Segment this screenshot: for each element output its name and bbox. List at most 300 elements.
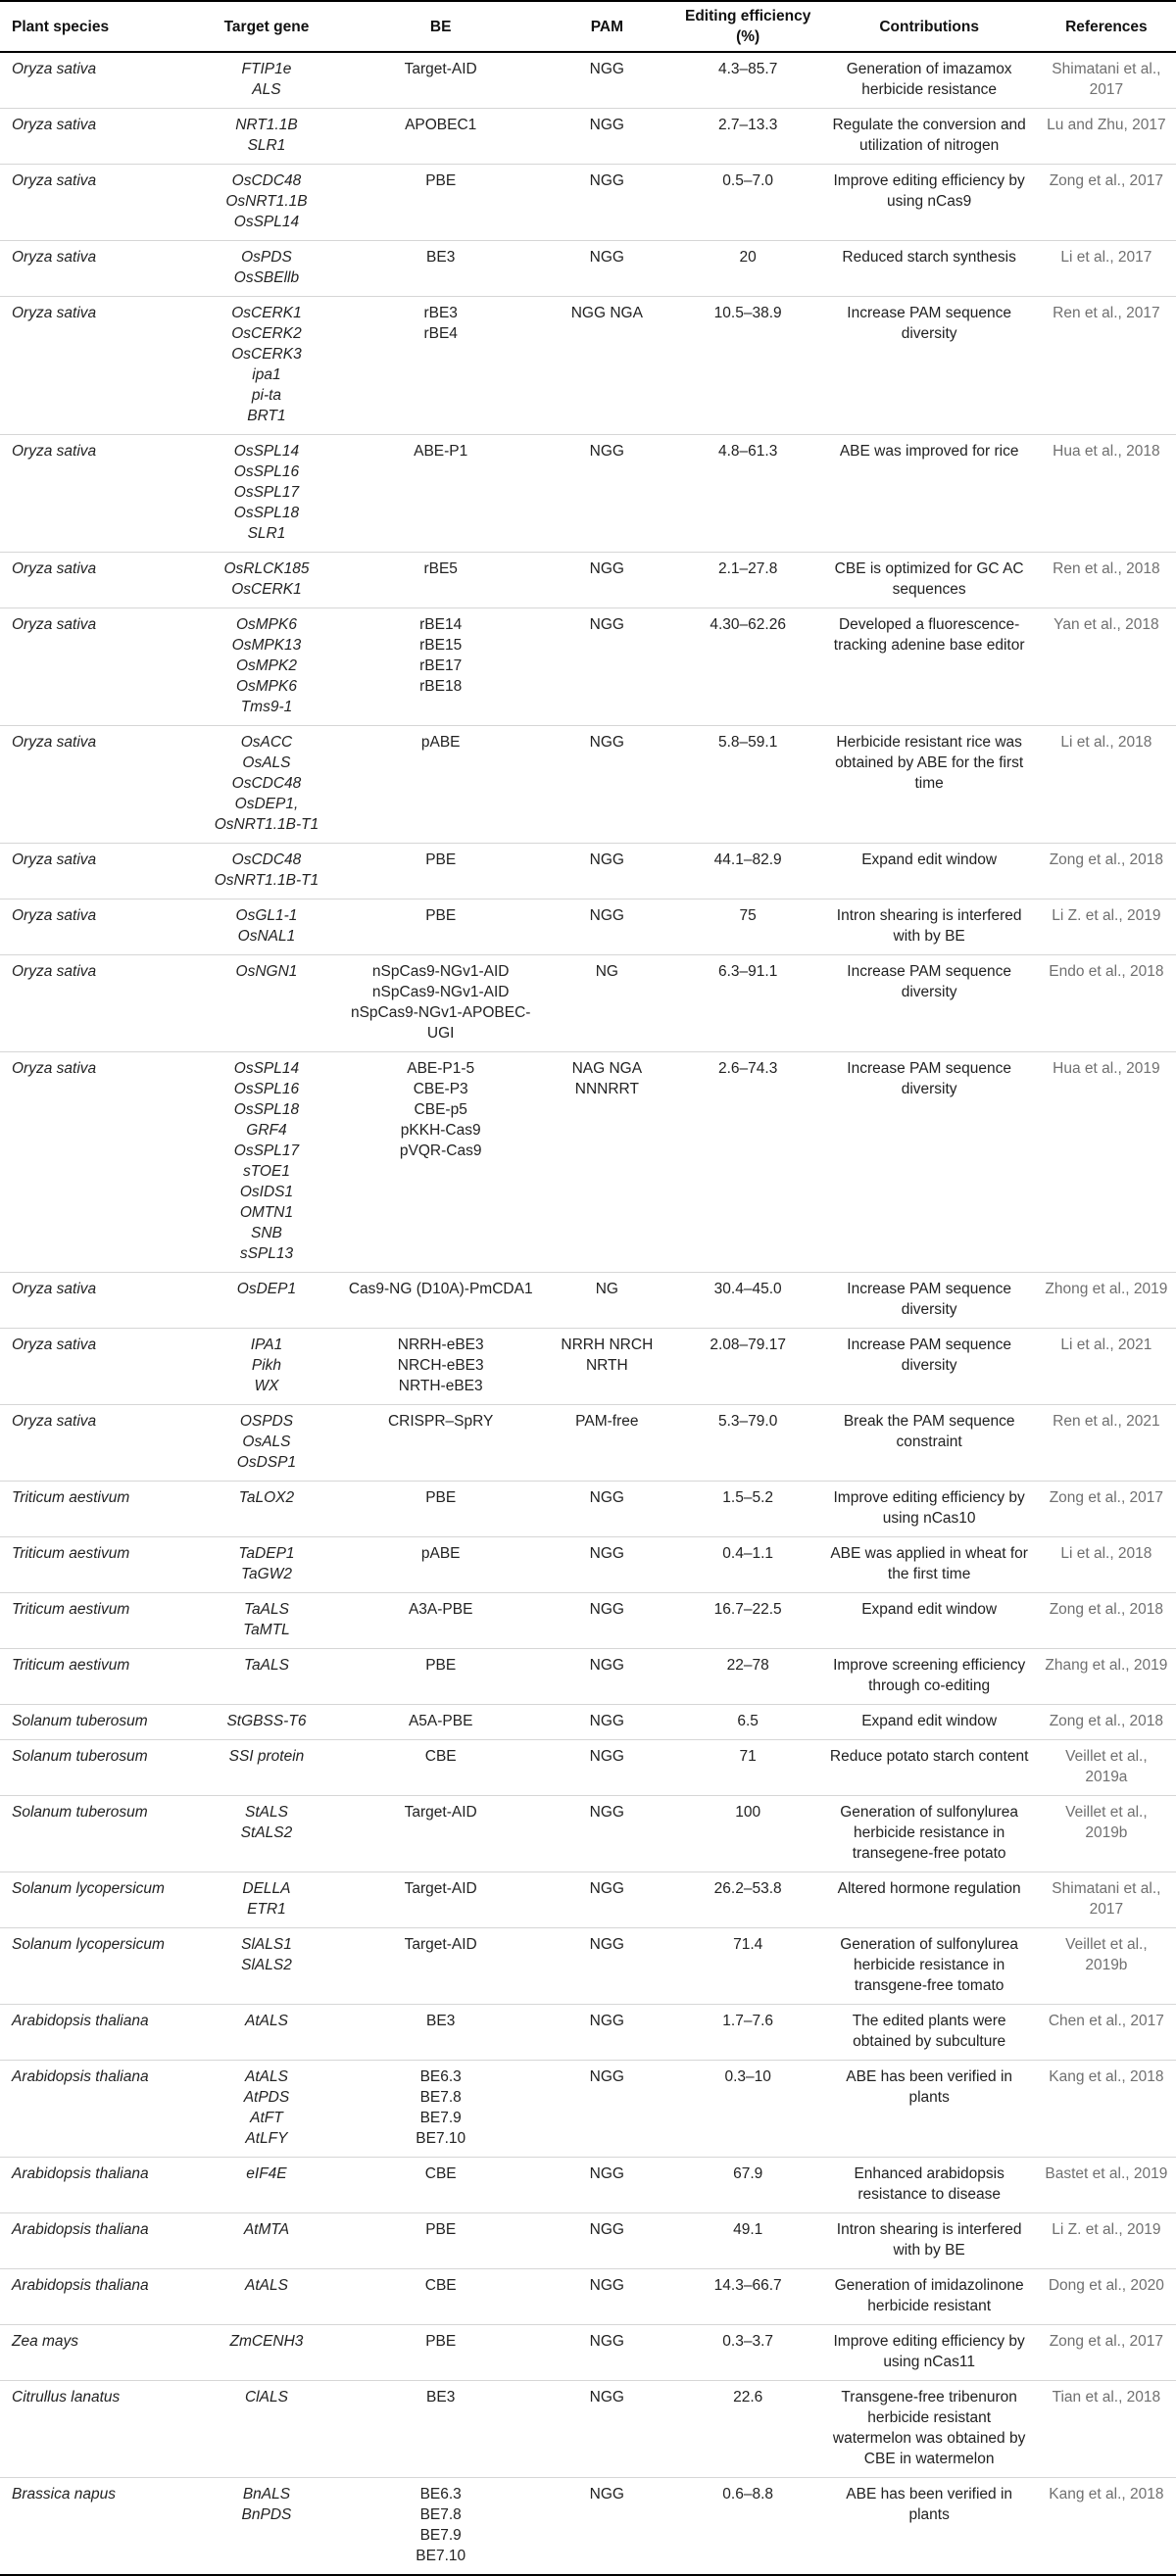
target-gene-cell — [191, 608, 341, 726]
editing-efficiency-cell: 10.5–38.9 — [674, 297, 822, 435]
editing-efficiency-cell: 22.6 — [674, 2381, 822, 2478]
contribution-cell: Increase PAM sequence diversity — [822, 1052, 1037, 1273]
editing-efficiency-cell: 6.5 — [674, 1705, 822, 1740]
contribution-cell: Generation of sulfonylurea herbicide resistance in transgene-free tomato — [822, 1928, 1037, 2005]
pam-cell: NGG — [540, 1872, 674, 1928]
editing-efficiency-cell: 0.5–7.0 — [674, 165, 822, 241]
plant-species-cell: Triticum aestivum — [0, 1537, 191, 1593]
table-row — [0, 2478, 1176, 2576]
pam-cell: NGG — [540, 899, 674, 955]
table-body — [0, 52, 1176, 2575]
base-editor-cell — [342, 1273, 540, 1329]
contribution-cell: Intron shearing is interfered with by BE — [822, 899, 1037, 955]
plant-species-cell: Solanum tuberosum — [0, 1705, 191, 1740]
target-gene-cell — [191, 241, 341, 297]
base-editor: rBE4 — [423, 325, 458, 342]
target-gene-cell — [191, 553, 341, 608]
target-gene: BnPDS — [241, 2506, 292, 2523]
editing-efficiency-cell: 4.30–62.26 — [674, 608, 822, 726]
table-row — [0, 608, 1176, 726]
editing-efficiency-cell: 1.7–7.6 — [674, 2005, 822, 2061]
table-row — [0, 1649, 1176, 1705]
base-editor-cell — [342, 435, 540, 553]
contribution-cell: Improve editing efficiency by using nCas10 — [822, 1482, 1037, 1537]
base-editor: Target-AID — [404, 1936, 477, 1953]
pam-cell: NGG — [540, 2061, 674, 2158]
contribution-cell: Enhanced arabidopsis resistance to disease — [822, 2158, 1037, 2213]
reference-cell: Li Z. et al., 2019 — [1037, 2213, 1176, 2269]
base-editor: CBE-p5 — [414, 1101, 467, 1118]
plant-species-cell: Oryza sativa — [0, 1052, 191, 1273]
target-gene: OsDEP1 — [236, 1281, 297, 1297]
plant-species-cell: Solanum tuberosum — [0, 1796, 191, 1872]
pam-cell: NGG — [540, 1928, 674, 2005]
pam-cell: NGG — [540, 1537, 674, 1593]
base-editor: PBE — [425, 851, 457, 868]
plant-species-cell: Oryza sativa — [0, 553, 191, 608]
base-editor: BE3 — [426, 2389, 456, 2406]
base-editor-cell — [342, 1796, 540, 1872]
table-row — [0, 109, 1176, 165]
table-row — [0, 1796, 1176, 1872]
contribution-cell: ABE has been verified in plants — [822, 2061, 1037, 2158]
contribution-cell: ABE has been verified in plants — [822, 2478, 1037, 2576]
contribution-cell: Expand edit window — [822, 1705, 1037, 1740]
target-gene: ALS — [252, 81, 281, 98]
base-editor-cell — [342, 1928, 540, 2005]
target-gene: OsRLCK185 — [223, 560, 310, 577]
target-gene: OsDEP1, — [234, 796, 299, 812]
pam-cell: NGG — [540, 726, 674, 844]
reference-cell: Veillet et al., 2019a — [1037, 1740, 1176, 1796]
target-gene: StALS2 — [240, 1824, 293, 1841]
base-editor: BE3 — [426, 2013, 456, 2029]
base-editor-cell — [342, 165, 540, 241]
target-gene-cell — [191, 1740, 341, 1796]
reference-cell: Endo et al., 2018 — [1037, 955, 1176, 1052]
base-editor: BE7.10 — [416, 2130, 466, 2147]
target-gene-cell — [191, 1405, 341, 1482]
base-editor: BE7.9 — [419, 2527, 462, 2544]
contribution-cell: Break the PAM sequence constraint — [822, 1405, 1037, 1482]
editing-efficiency-cell: 67.9 — [674, 2158, 822, 2213]
editing-efficiency-cell: 30.4–45.0 — [674, 1273, 822, 1329]
base-editor-cell — [342, 1329, 540, 1405]
reference-cell: Li et al., 2018 — [1037, 726, 1176, 844]
target-gene-cell — [191, 955, 341, 1052]
table-row — [0, 1405, 1176, 1482]
target-gene: OsMPK2 — [235, 657, 297, 674]
reference-cell: Li et al., 2018 — [1037, 1537, 1176, 1593]
target-gene: OMTN1 — [239, 1204, 294, 1221]
base-editor: pKKH-Cas9 — [400, 1122, 481, 1139]
plant-species-cell: Oryza sativa — [0, 165, 191, 241]
editing-efficiency-cell: 4.3–85.7 — [674, 52, 822, 109]
table-row — [0, 52, 1176, 109]
base-editor: ABE-P1 — [414, 443, 468, 460]
target-gene: OsIDS1 — [239, 1184, 294, 1200]
plant-species-cell: Arabidopsis thaliana — [0, 2005, 191, 2061]
pam-cell: NGG — [540, 52, 674, 109]
target-gene-cell — [191, 2158, 341, 2213]
target-gene-cell — [191, 1593, 341, 1649]
reference-cell: Ren et al., 2021 — [1037, 1405, 1176, 1482]
plant-species-cell: Arabidopsis thaliana — [0, 2158, 191, 2213]
base-editor: PBE — [425, 1489, 457, 1506]
reference-cell: Zong et al., 2017 — [1037, 165, 1176, 241]
table-header — [0, 1, 1176, 52]
pam-cell: PAM-free — [540, 1405, 674, 1482]
target-gene: eIF4E — [246, 2165, 287, 2182]
base-editor: NRRH-eBE3 — [397, 1337, 484, 1353]
table-row — [0, 1705, 1176, 1740]
target-gene: OsCDC48 — [231, 775, 302, 792]
header-editing-efficiency: Editing efficiency (%) — [674, 1, 822, 52]
base-editor: BE7.8 — [419, 2089, 462, 2106]
base-editor: BE7.9 — [419, 2110, 462, 2126]
target-gene: OsACC — [240, 734, 293, 751]
target-gene-cell — [191, 1705, 341, 1740]
editing-efficiency-cell: 22–78 — [674, 1649, 822, 1705]
plant-species-cell: Oryza sativa — [0, 1405, 191, 1482]
plant-species-cell: Brassica napus — [0, 2478, 191, 2576]
base-editor: BE6.3 — [419, 2486, 462, 2503]
pam-cell: NGG — [540, 2325, 674, 2381]
table-row — [0, 899, 1176, 955]
base-editor: PBE — [425, 2333, 457, 2350]
editing-efficiency-cell: 0.3–10 — [674, 2061, 822, 2158]
header-be: BE — [342, 1, 540, 52]
plant-species-cell: Arabidopsis thaliana — [0, 2061, 191, 2158]
target-gene: OsNRT1.1B-T1 — [214, 816, 319, 833]
plant-species-cell: Oryza sativa — [0, 1329, 191, 1405]
editing-efficiency-cell: 5.3–79.0 — [674, 1405, 822, 1482]
pam-cell: NRRH NRCH NRTH — [540, 1329, 674, 1405]
plant-species-cell: Oryza sativa — [0, 52, 191, 109]
base-editor-cell — [342, 2158, 540, 2213]
editing-efficiency-cell: 49.1 — [674, 2213, 822, 2269]
plant-species-cell: Oryza sativa — [0, 608, 191, 726]
contribution-cell: Generation of imidazolinone herbicide resistant — [822, 2269, 1037, 2325]
target-gene-cell — [191, 2325, 341, 2381]
target-gene: OsPDS — [241, 249, 292, 266]
base-editor-cell — [342, 553, 540, 608]
base-editor: rBE18 — [419, 678, 463, 695]
editing-efficiency-cell: 1.5–5.2 — [674, 1482, 822, 1537]
target-gene: WX — [254, 1378, 279, 1394]
base-editor-cell — [342, 2005, 540, 2061]
pam-cell: NGG — [540, 844, 674, 899]
table-row — [0, 2061, 1176, 2158]
target-gene-cell — [191, 52, 341, 109]
reference-cell: Lu and Zhu, 2017 — [1037, 109, 1176, 165]
target-gene: OsMPK13 — [231, 637, 302, 654]
editing-efficiency-cell: 4.8–61.3 — [674, 435, 822, 553]
table-row — [0, 1329, 1176, 1405]
target-gene: TaDEP1 — [238, 1545, 295, 1562]
pam-cell: NG — [540, 1273, 674, 1329]
base-editor: A3A-PBE — [408, 1601, 473, 1618]
target-gene: OsSBEllb — [233, 269, 300, 286]
base-editor-cell — [342, 1482, 540, 1537]
base-editor-cell — [342, 844, 540, 899]
target-gene: SlALS1 — [241, 1936, 292, 1953]
base-editor: NRCH-eBE3 — [397, 1357, 484, 1374]
contribution-cell: Improve editing efficiency by using nCas11 — [822, 2325, 1037, 2381]
target-gene: OsCERK1 — [231, 305, 302, 321]
pam-cell: NGG — [540, 241, 674, 297]
base-editor: NRTH-eBE3 — [398, 1378, 483, 1394]
table-row — [0, 955, 1176, 1052]
contribution-cell: Generation of sulfonylurea herbicide resistance in transegene-free potato — [822, 1796, 1037, 1872]
reference-cell: Hua et al., 2018 — [1037, 435, 1176, 553]
base-editor: rBE5 — [423, 560, 458, 577]
target-gene: OsSPL14 — [233, 443, 300, 460]
base-editor: PBE — [425, 1657, 457, 1674]
base-editor-cell — [342, 1740, 540, 1796]
base-editor: PBE — [425, 2221, 457, 2238]
target-gene: OsMPK6 — [235, 616, 297, 633]
target-gene-cell — [191, 2213, 341, 2269]
table-row — [0, 844, 1176, 899]
base-editor-cell — [342, 1705, 540, 1740]
reference-cell: Li et al., 2021 — [1037, 1329, 1176, 1405]
target-gene: OsCDC48 — [231, 851, 302, 868]
editing-efficiency-cell: 26.2–53.8 — [674, 1872, 822, 1928]
target-gene: OsALS — [242, 754, 291, 771]
plant-species-cell: Triticum aestivum — [0, 1593, 191, 1649]
target-gene-cell — [191, 2478, 341, 2576]
table-row — [0, 2269, 1176, 2325]
editing-efficiency-cell: 20 — [674, 241, 822, 297]
base-editor: CBE-P3 — [413, 1081, 468, 1097]
table-row — [0, 2213, 1176, 2269]
base-editor-cell — [342, 1872, 540, 1928]
target-gene: OsGL1-1 — [235, 907, 298, 924]
reference-cell: Shimatani et al., 2017 — [1037, 1872, 1176, 1928]
target-gene: AtPDS — [243, 2089, 290, 2106]
pam-cell: NGG — [540, 2269, 674, 2325]
editing-efficiency-cell: 2.7–13.3 — [674, 109, 822, 165]
target-gene: AtALS — [244, 2068, 288, 2085]
base-editor-cell — [342, 109, 540, 165]
plant-species-cell: Oryza sativa — [0, 726, 191, 844]
reference-cell: Kang et al., 2018 — [1037, 2061, 1176, 2158]
base-editor-cell — [342, 2478, 540, 2576]
pam-cell: NGG — [540, 2478, 674, 2576]
pam-cell: NGG — [540, 608, 674, 726]
target-gene: StALS — [244, 1804, 288, 1821]
editing-efficiency-cell: 2.08–79.17 — [674, 1329, 822, 1405]
reference-cell: Ren et al., 2018 — [1037, 553, 1176, 608]
table-row — [0, 1273, 1176, 1329]
target-gene-cell — [191, 1052, 341, 1273]
target-gene: NRT1.1B — [235, 117, 298, 133]
base-editor: CBE — [424, 1748, 457, 1765]
reference-cell: Li et al., 2017 — [1037, 241, 1176, 297]
base-editor: Cas9-NG (D10A)-PmCDA1 — [348, 1281, 533, 1297]
base-editor-cell — [342, 899, 540, 955]
contribution-cell: ABE was improved for rice — [822, 435, 1037, 553]
base-editor-cell — [342, 1649, 540, 1705]
target-gene: AtALS — [244, 2277, 288, 2294]
pam-cell: NAG NGA NNNRRT — [540, 1052, 674, 1273]
target-gene-cell — [191, 1537, 341, 1593]
reference-cell: Dong et al., 2020 — [1037, 2269, 1176, 2325]
target-gene: SlALS2 — [241, 1957, 292, 1973]
base-editor: CBE — [424, 2165, 457, 2182]
target-gene: OsMPK6 — [235, 678, 297, 695]
reference-cell: Zhong et al., 2019 — [1037, 1273, 1176, 1329]
table-row — [0, 2381, 1176, 2478]
reference-cell: Kang et al., 2018 — [1037, 2478, 1176, 2576]
target-gene-cell — [191, 1872, 341, 1928]
editing-efficiency-cell: 2.1–27.8 — [674, 553, 822, 608]
base-editor: CBE — [424, 2277, 457, 2294]
target-gene: AtFT — [250, 2110, 283, 2126]
base-editor: Target-AID — [404, 61, 477, 77]
target-gene: TaGW2 — [240, 1566, 292, 1582]
target-gene: FTIP1e — [241, 61, 292, 77]
table-row — [0, 1928, 1176, 2005]
plant-species-cell: Solanum lycopersicum — [0, 1928, 191, 2005]
reference-cell: Ren et al., 2017 — [1037, 297, 1176, 435]
pam-cell: NGG — [540, 1482, 674, 1537]
target-gene: OsNGN1 — [235, 963, 298, 980]
base-editor-cell — [342, 2061, 540, 2158]
target-gene-cell — [191, 435, 341, 553]
contribution-cell: Intron shearing is interfered with by BE — [822, 2213, 1037, 2269]
reference-cell: Zong et al., 2017 — [1037, 2325, 1176, 2381]
target-gene: SSI protein — [228, 1748, 305, 1765]
table-row — [0, 1593, 1176, 1649]
base-editor-cell — [342, 726, 540, 844]
reference-cell: Zhang et al., 2019 — [1037, 1649, 1176, 1705]
header-references: References — [1037, 1, 1176, 52]
contribution-cell: Increase PAM sequence diversity — [822, 955, 1037, 1052]
table-row — [0, 1740, 1176, 1796]
target-gene: TaALS — [243, 1657, 289, 1674]
target-gene: StGBSS-T6 — [226, 1713, 307, 1729]
plant-species-cell: Citrullus lanatus — [0, 2381, 191, 2478]
plant-species-cell: Oryza sativa — [0, 241, 191, 297]
target-gene: OsCERK1 — [231, 581, 302, 598]
base-editor: pABE — [420, 1545, 461, 1562]
header-pam: PAM — [540, 1, 674, 52]
pam-cell: NGG — [540, 1705, 674, 1740]
target-gene: OsCERK2 — [231, 325, 302, 342]
base-editor-cell — [342, 2381, 540, 2478]
reference-cell: Veillet et al., 2019b — [1037, 1928, 1176, 2005]
target-gene-cell — [191, 1649, 341, 1705]
target-gene-cell — [191, 726, 341, 844]
editing-efficiency-cell: 44.1–82.9 — [674, 844, 822, 899]
base-editor-cell — [342, 1537, 540, 1593]
base-editor: Target-AID — [404, 1804, 477, 1821]
target-gene: OsDSP1 — [236, 1454, 297, 1471]
plant-species-cell: Oryza sativa — [0, 435, 191, 553]
target-gene: OsSPL18 — [233, 505, 300, 521]
target-gene: OsSPL16 — [233, 463, 300, 480]
pam-cell: NGG — [540, 2381, 674, 2478]
target-gene: TaALS — [243, 1601, 289, 1618]
table-row — [0, 241, 1176, 297]
target-gene-cell — [191, 2061, 341, 2158]
pam-cell: NGG — [540, 1740, 674, 1796]
target-gene: ETR1 — [247, 1901, 286, 1918]
editing-efficiency-cell: 100 — [674, 1796, 822, 1872]
base-editor: PBE — [425, 172, 457, 189]
contribution-cell: Reduced starch synthesis — [822, 241, 1037, 297]
base-editor-cell — [342, 1052, 540, 1273]
reference-cell: Tian et al., 2018 — [1037, 2381, 1176, 2478]
target-gene-cell — [191, 899, 341, 955]
base-editor: rBE3 — [423, 305, 458, 321]
table-row — [0, 2158, 1176, 2213]
editing-efficiency-cell: 0.6–8.8 — [674, 2478, 822, 2576]
base-editor: nSpCas9-NGv1-AID — [371, 984, 510, 1000]
reference-cell: Li Z. et al., 2019 — [1037, 899, 1176, 955]
base-editor: CRISPR–SpRY — [387, 1413, 494, 1430]
header-plant-species: Plant species — [0, 1, 191, 52]
target-gene-cell — [191, 1329, 341, 1405]
pam-cell: NG — [540, 955, 674, 1052]
target-gene: OsSPL14 — [233, 1060, 300, 1077]
base-editor: nSpCas9-NGv1-AID — [371, 963, 510, 980]
plant-species-cell: Oryza sativa — [0, 297, 191, 435]
target-gene-cell — [191, 1928, 341, 2005]
contribution-cell: Increase PAM sequence diversity — [822, 1329, 1037, 1405]
base-editor-cell — [342, 608, 540, 726]
plant-species-cell: Triticum aestivum — [0, 1482, 191, 1537]
base-editor: Target-AID — [404, 1880, 477, 1897]
target-gene: TaMTL — [243, 1622, 290, 1638]
target-gene: SLR1 — [247, 137, 286, 154]
reference-cell: Chen et al., 2017 — [1037, 2005, 1176, 2061]
target-gene-cell — [191, 2381, 341, 2478]
pam-cell: NGG — [540, 553, 674, 608]
base-editor: rBE15 — [419, 637, 463, 654]
plant-species-cell: Arabidopsis thaliana — [0, 2269, 191, 2325]
pam-cell: NGG — [540, 165, 674, 241]
table-row — [0, 1052, 1176, 1273]
target-gene: BnALS — [242, 2486, 291, 2503]
base-editor-cell — [342, 955, 540, 1052]
reference-cell: Zong et al., 2018 — [1037, 1705, 1176, 1740]
contribution-cell: The edited plants were obtained by subculture — [822, 2005, 1037, 2061]
contribution-cell: Reduce potato starch content — [822, 1740, 1037, 1796]
plant-species-cell: Solanum lycopersicum — [0, 1872, 191, 1928]
target-gene: GRF4 — [246, 1122, 287, 1139]
base-editor: pVQR-Cas9 — [399, 1142, 482, 1159]
editing-efficiency-cell: 0.4–1.1 — [674, 1537, 822, 1593]
header-target-gene: Target gene — [191, 1, 341, 52]
target-gene: BRT1 — [247, 408, 286, 424]
table-row — [0, 435, 1176, 553]
plant-species-cell: Oryza sativa — [0, 899, 191, 955]
contribution-cell: Increase PAM sequence diversity — [822, 1273, 1037, 1329]
target-gene-cell — [191, 1796, 341, 1872]
contribution-cell: Improve editing efficiency by using nCas9 — [822, 165, 1037, 241]
target-gene-cell — [191, 844, 341, 899]
pam-cell: NGG — [540, 2158, 674, 2213]
target-gene-cell — [191, 1273, 341, 1329]
reference-cell: Zong et al., 2018 — [1037, 1593, 1176, 1649]
table-row — [0, 2325, 1176, 2381]
target-gene: AtMTA — [243, 2221, 290, 2238]
base-editor-cell — [342, 2325, 540, 2381]
target-gene: OsCDC48 — [231, 172, 302, 189]
